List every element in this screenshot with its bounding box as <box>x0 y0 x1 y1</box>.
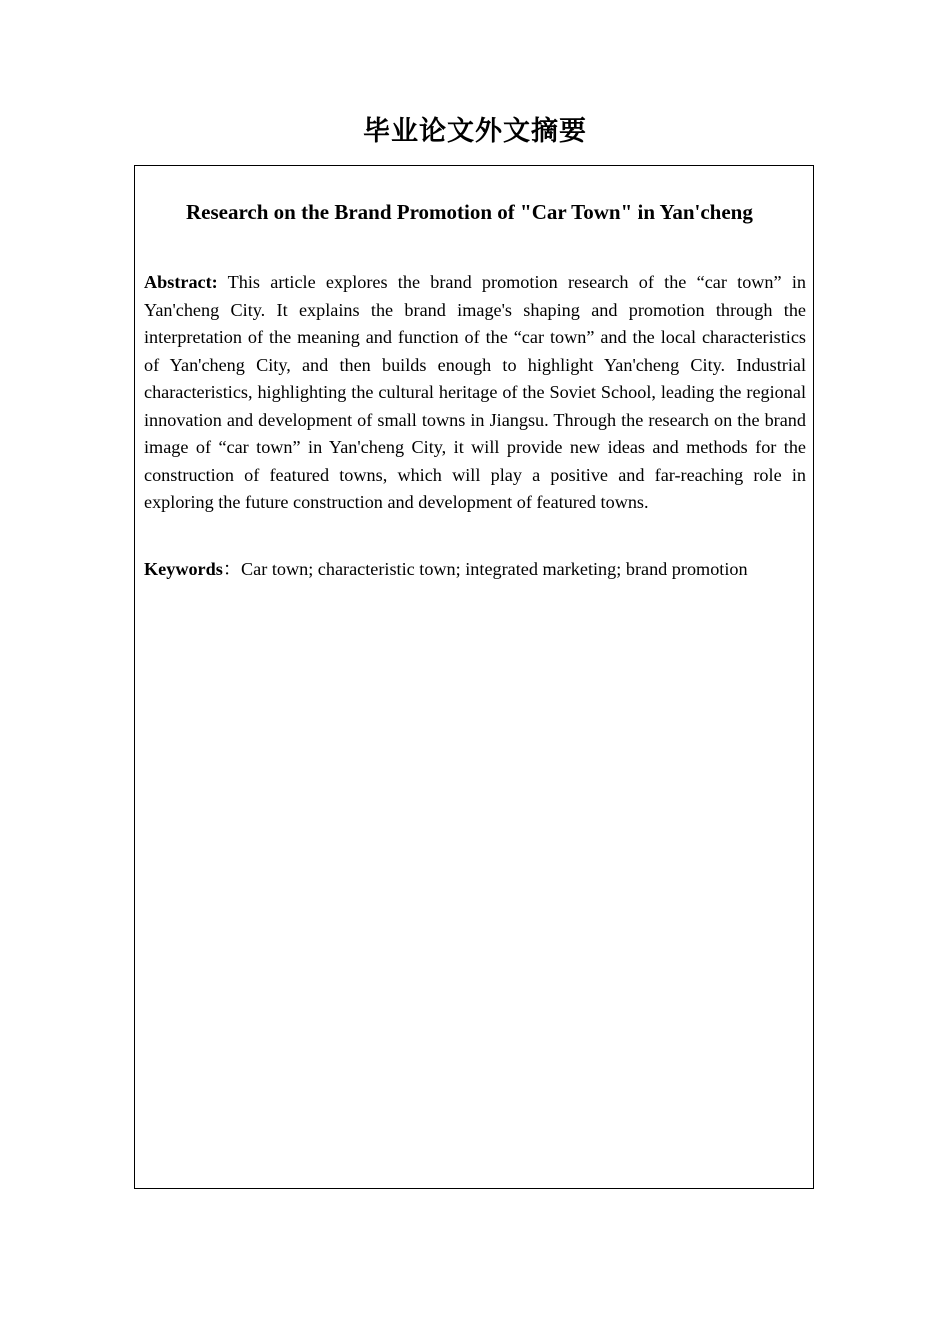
paper-title: Research on the Brand Promotion of "Car Town" in Yan'cheng <box>186 200 753 224</box>
keywords-separator: ： <box>222 559 242 579</box>
abstract-text: This article explores the brand promotion research of the “car town” in Yan'cheng City. It explains the brand image's shaping and promotion through the interpretation of the meaning and function of the “car town” and the local characteristics of Yan'cheng City, and then builds enough to highlight Yan'cheng City. Industrial characteristics, highlighting the cultural heritage of the Soviet School, leading the regional innovation and development of small towns in Jiangsu. Through the research on the brand image of “car town” in Yan'cheng City, it will provide new ideas and methods for the construction of featured towns, which will play a positive and far-reaching role in exploring the future construction and development of featured towns. <box>144 272 806 512</box>
abstract-label: Abstract: <box>144 272 218 292</box>
keywords-paragraph <box>144 556 806 584</box>
abstract-paragraph <box>144 269 806 517</box>
page-heading: 毕业论文外文摘要 <box>363 116 587 147</box>
keywords-label: Keywords <box>144 559 223 579</box>
keywords-text: Car town; characteristic town; integrated marketing; brand promotion <box>241 559 748 579</box>
